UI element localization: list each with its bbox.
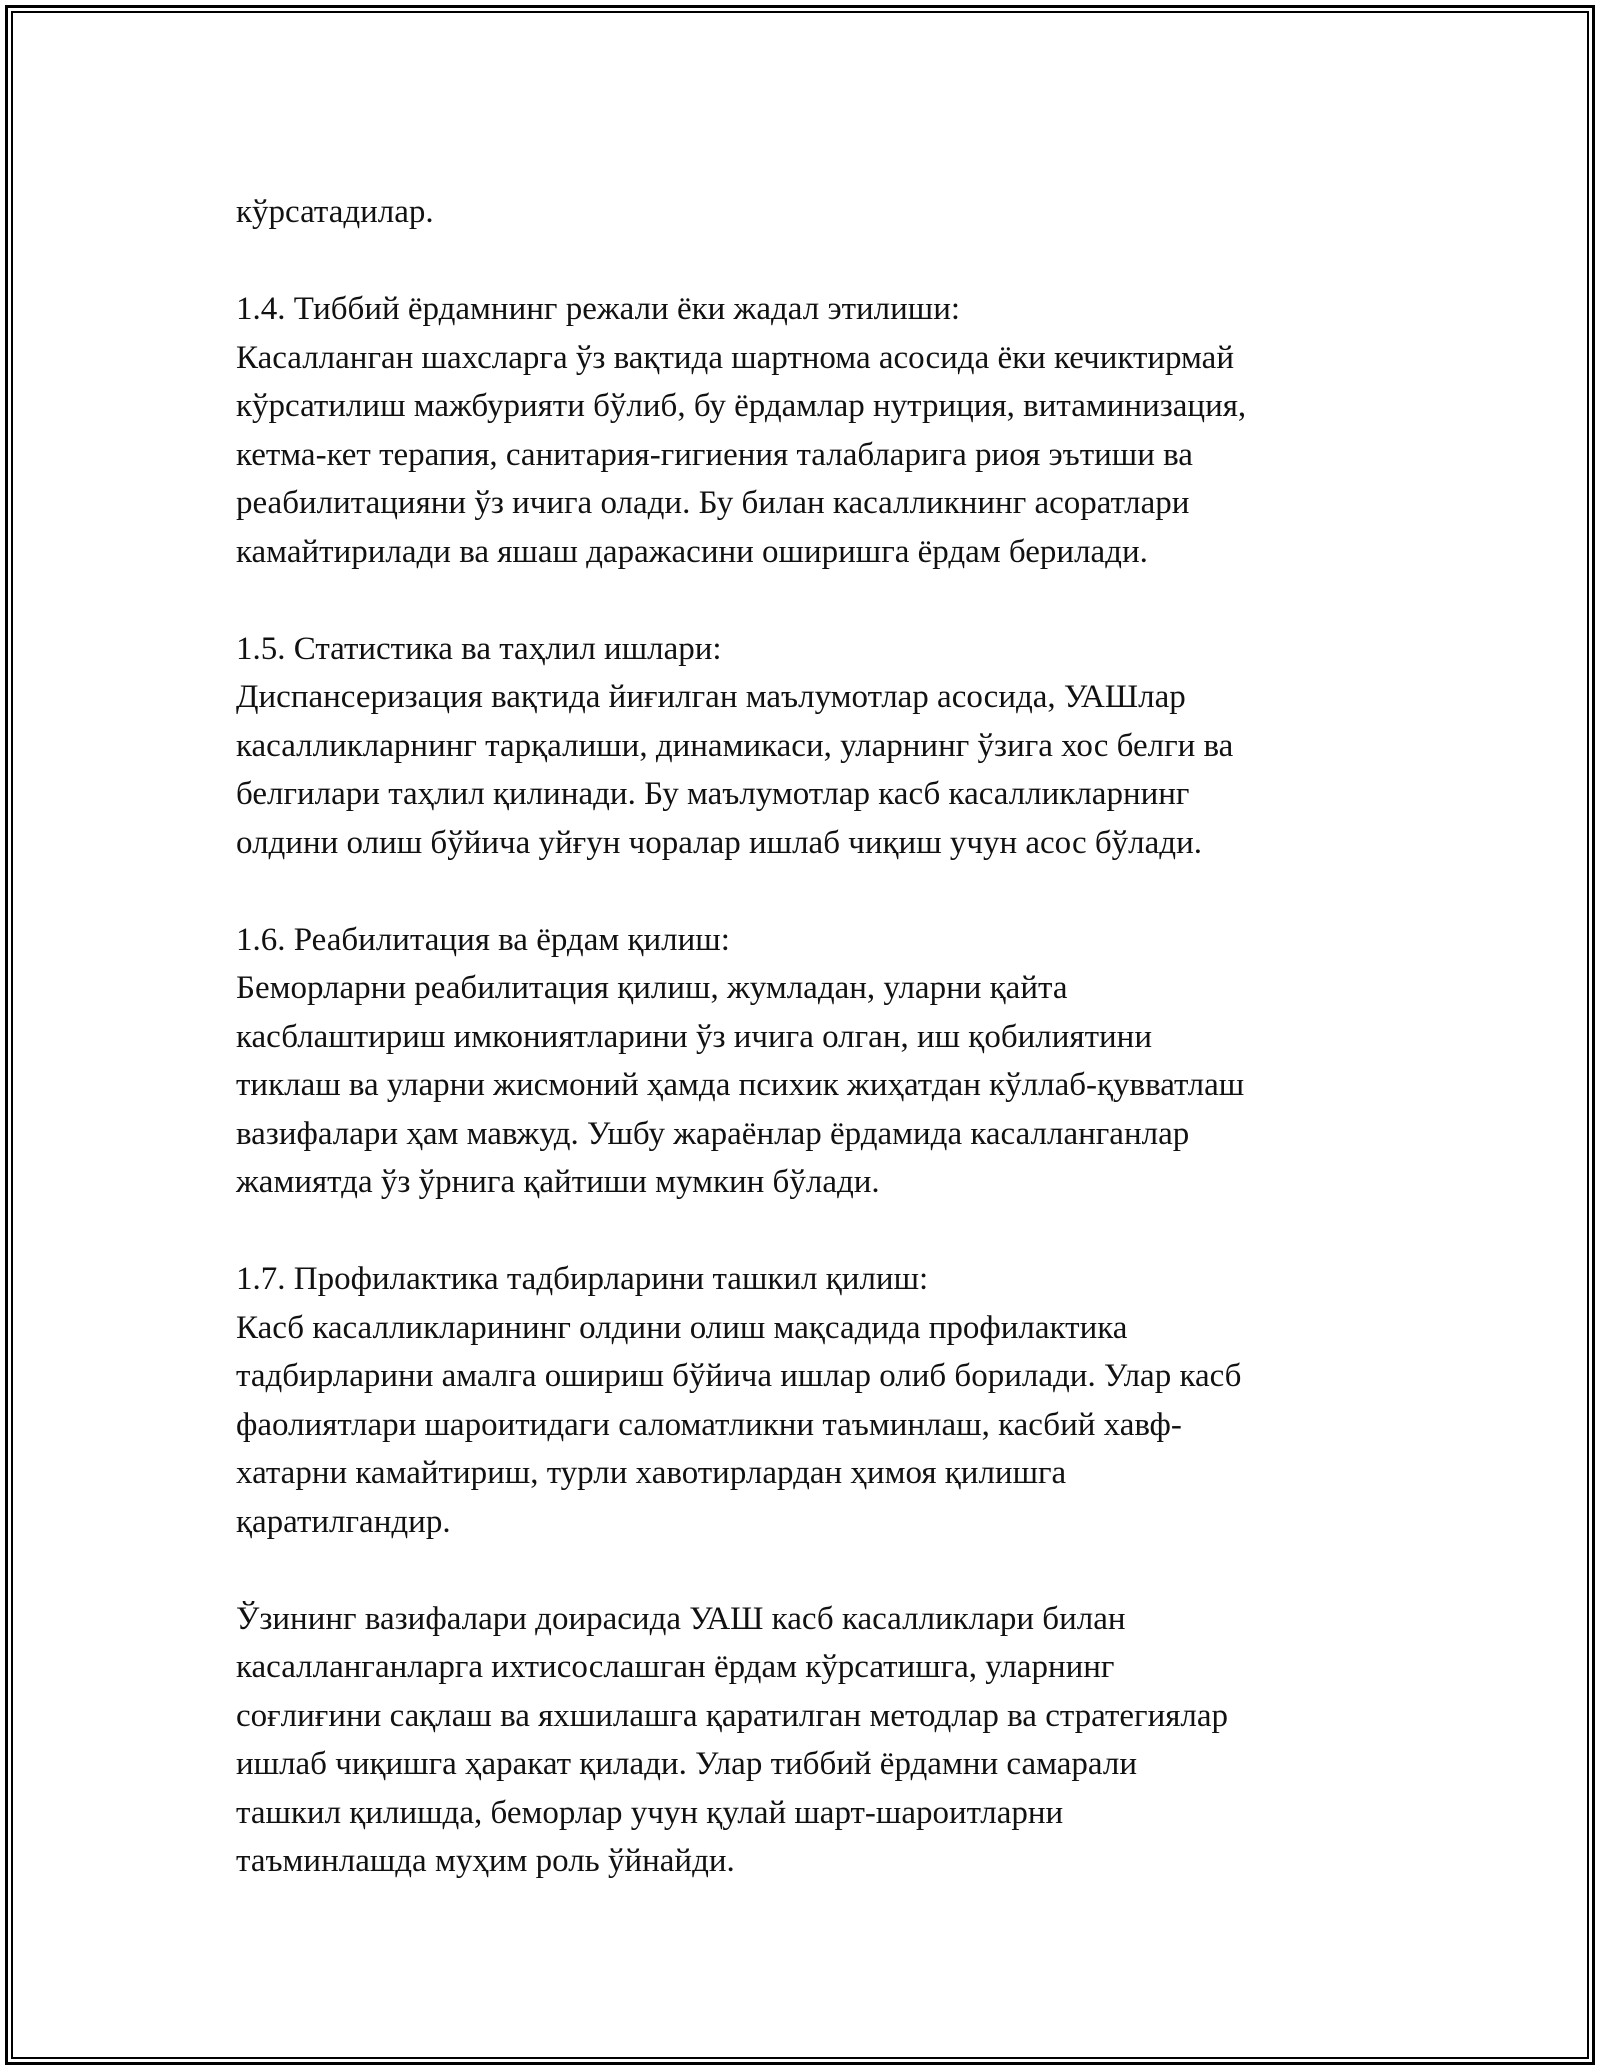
body-line: камайтирилади ва яшаш даражасини оширишга ёрдам берилади. — [236, 533, 1148, 570]
section-1-4 — [236, 285, 1416, 576]
body-line: Беморларни реабилитация қилиш, жумладан, уларни қайта — [236, 970, 1068, 1006]
body-line: тиклаш ва уларни жисмоний ҳамда психик жиҳатдан кўллаб-қувватлаш — [236, 1067, 1245, 1103]
section-heading: 1.6. Реабилитация ва ёрдам қилиш: — [236, 921, 730, 958]
body-line: реабилитацияни ўз ичига олади. Бу билан касалликнинг асоратлари — [236, 485, 1190, 521]
body-line: Касалланган шахсларга ўз вақтида шартнома асосида ёки кечиктирмай — [236, 339, 1234, 376]
section-heading: 1.4. Тиббий ёрдамнинг режали ёки жадал этилиши: — [236, 291, 961, 327]
paragraph-gap — [236, 1546, 1416, 1595]
section-1-7 — [236, 1255, 1416, 1546]
section-heading: 1.5. Статистика ва таҳлил ишлари: — [236, 630, 722, 667]
section-1-6 — [236, 916, 1416, 1207]
body-line: тадбирларини амалга ошириш бўйича ишлар олиб борилади. Улар касб — [236, 1358, 1242, 1394]
body-line: Касб касалликларининг олдини олиш мақсадида профилактика — [236, 1309, 1128, 1346]
body-line: хатарни камайтириш, турли хавотирлардан ҳимоя қилишга — [236, 1455, 1067, 1491]
body-line: касалланганларга ихтисослашган ёрдам кўрсатишга, уларнинг — [236, 1649, 1115, 1685]
body-line: Ўзининг вазифалари доирасида УАШ касб касалликлари билан — [236, 1600, 1126, 1637]
body-line: касалликларнинг тарқалиши, динамикаси, уларнинг ўзига хос белги ва — [236, 727, 1234, 764]
paragraph-gap — [236, 1207, 1416, 1256]
body-line: ишлаб чиқишга ҳаракат қилади. Улар тиббий ёрдамни самарали — [236, 1746, 1137, 1782]
body-line: белгилари таҳлил қилинади. Бу маълумотлар касб касалликларнинг — [236, 776, 1190, 812]
body-line: Диспансеризация вақтида йиғилган маълумотлар асосида, УАШлар — [236, 679, 1186, 715]
body-line: соғлиғини сақлаш ва яхшилашга қаратилган методлар ва стратегиялар — [236, 1697, 1229, 1734]
document-page — [236, 188, 1416, 1886]
paragraph-gap — [236, 237, 1416, 286]
paragraph-gap — [236, 576, 1416, 625]
body-line: олдини олиш бўйича уйғун чоралар ишлаб чиқиш учун асос бўлади. — [236, 824, 1202, 861]
body-line: қаратилгандир. — [236, 1503, 451, 1540]
section-heading: 1.7. Профилактика тадбирларини ташкил қилиш: — [236, 1261, 929, 1297]
section-1-5 — [236, 625, 1416, 868]
body-line: фаолиятлари шароитидаги саломатликни таъминлаш, касбий хавф- — [236, 1406, 1182, 1443]
body-line: ташкил қилишда, беморлар учун қулай шарт-шароитларни — [236, 1794, 1064, 1831]
body-line: касблаштириш имкониятларини ўз ичига олган, иш қобилиятини — [236, 1018, 1152, 1055]
body-line: жамиятда ўз ўрнига қайтиши мумкин бўлади. — [236, 1164, 880, 1200]
body-line: вазифалари ҳам мавжуд. Ушбу жараёнлар ёрдамида касалланганлар — [236, 1115, 1190, 1152]
body-line: кўрсатилиш мажбурияти бўлиб, бу ёрдамлар нутриция, витаминизация, — [236, 388, 1247, 424]
body-line: кетма-кет терапия, санитария-гигиения талабларига риоя эътиши ва — [236, 436, 1193, 473]
intro-tail-line: кўрсатадилар. — [236, 194, 434, 230]
body-line: таъминлашда муҳим роль ўйнайди. — [236, 1843, 735, 1879]
conclusion-paragraph — [236, 1595, 1416, 1886]
paragraph-gap — [236, 867, 1416, 916]
